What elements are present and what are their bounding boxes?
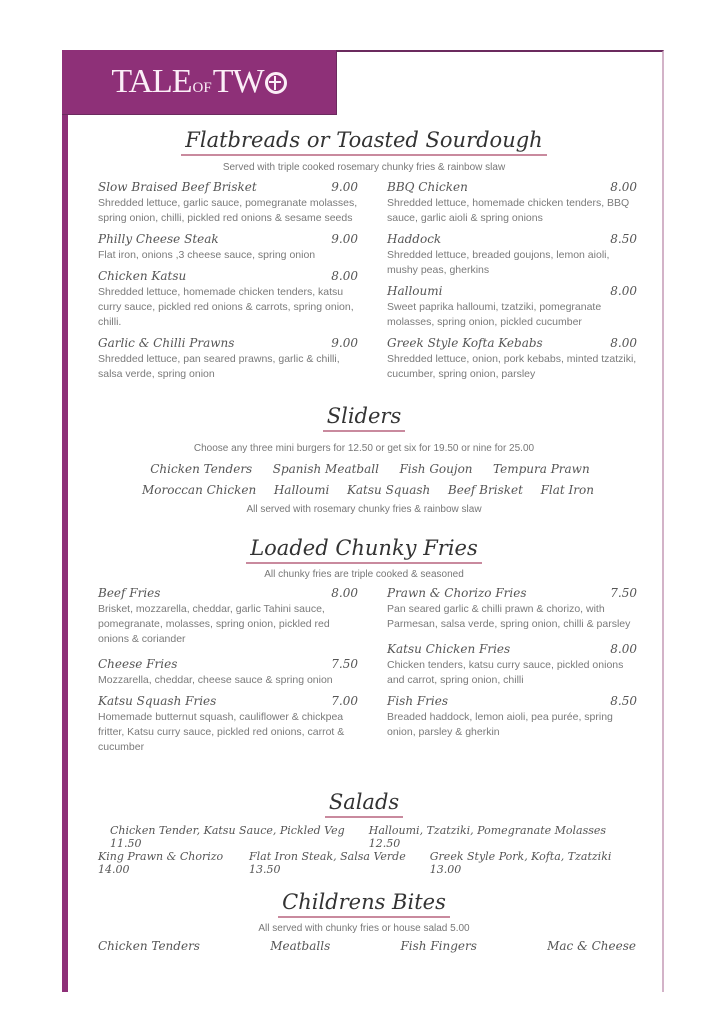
item-price: 9.00 [331, 336, 358, 350]
item-price: 8.50 [610, 232, 637, 246]
menu-item [98, 657, 358, 688]
item-name: Greek Style Kofta Kebabs [387, 336, 543, 350]
slider-option: Katsu Squash [346, 483, 431, 497]
logo-text-of: OF [192, 80, 212, 96]
item-description: Shredded lettuce, breaded goujons, lemon aioli, mushy peas, gherkins [387, 249, 610, 276]
slider-option: Tempura Prawn [493, 462, 590, 476]
item-price: 8.00 [610, 336, 637, 350]
item-description: Brisket, mozzarella, cheddar, garlic Tahini sauce, pomegranate, molasses, spring onion, pickled red onions & coriander [98, 603, 330, 645]
item-description: Shredded lettuce, homemade chicken tenders, BBQ sauce, garlic aioli & spring onions [387, 197, 630, 224]
section-subtitle: Choose any three mini burgers for 12.50 or get six for 19.50 or nine for 25.00 [193, 443, 535, 454]
item-name: Chicken Katsu [98, 269, 187, 283]
item-price: 9.00 [331, 180, 358, 194]
item-price: 8.00 [610, 284, 637, 298]
item-price: 9.00 [331, 232, 358, 246]
item-price: 8.00 [331, 269, 358, 283]
salad-option: Greek Style Pork, Kofta, Tzatziki 13.00 [429, 850, 612, 876]
menu-item [98, 180, 358, 226]
children-items-row [98, 939, 636, 953]
item-name: Garlic & Chilli Prawns [98, 336, 235, 350]
section-heading-salads [0, 790, 728, 818]
section-subtitle: Served with triple cooked rosemary chunky fries & rainbow slaw [222, 162, 506, 173]
menu-item [387, 232, 637, 278]
menu-item [387, 180, 637, 226]
item-description: Chicken tenders, katsu curry sauce, pickled onions and carrot, spring onion, chilli [387, 659, 624, 686]
item-name: BBQ Chicken [387, 180, 468, 194]
item-name: Philly Cheese Steak [98, 232, 219, 246]
item-name: Fish Fries [387, 694, 449, 708]
item-price: 8.00 [331, 586, 358, 600]
salad-option: King Prawn & Chorizo 14.00 [98, 850, 224, 876]
children-item: Mac & Cheese [547, 939, 636, 953]
salad-option: Flat Iron Steak, Salsa Verde 13.50 [249, 850, 406, 876]
menu-item [98, 586, 358, 647]
item-name: Haddock [387, 232, 442, 246]
sliders-row-1 [140, 462, 600, 476]
flatbreads-left-column [98, 180, 358, 388]
item-description: Homemade butternut squash, cauliflower & chickpea fritter, Katsu curry sauce, pickled red onions, carrot & cucumber [98, 711, 345, 753]
children-item: Meatballs [270, 939, 331, 953]
section-heading-children [0, 890, 728, 918]
cross-circle-icon [265, 72, 287, 94]
menu-item [387, 336, 637, 382]
menu-item [387, 586, 637, 632]
item-name: Katsu Squash Fries [98, 694, 217, 708]
slider-option: Halloumi [273, 483, 330, 497]
menu-item [98, 269, 358, 330]
menu-item [387, 642, 637, 688]
item-description: Pan seared garlic & chilli prawn & chorizo, with Parmesan, salsa verde, spring onion, chilli & parsley [387, 603, 631, 630]
fries-left-column [98, 586, 358, 761]
logo-text-two: TW [212, 63, 264, 100]
slider-option: Fish Goujon [399, 462, 473, 476]
item-description: Shredded lettuce, pan seared prawns, garlic & chilli, salsa verde, spring onion [98, 353, 340, 380]
section-footer-note: All served with rosemary chunky fries & rainbow slaw [246, 504, 482, 515]
section-title: Flatbreads or Toasted Sourdough [181, 128, 546, 156]
salad-option: Chicken Tender, Katsu Sauce, Pickled Veg 11.50 [110, 824, 345, 850]
section-title: Loaded Chunky Fries [246, 536, 482, 564]
section-heading-flatbreads [0, 128, 728, 156]
slider-option: Chicken Tenders [150, 462, 253, 476]
menu-item [98, 336, 358, 382]
section-subtitle: All chunky fries are triple cooked & seasoned [264, 569, 464, 580]
item-description: Flat iron, onions ,3 cheese sauce, spring onion [98, 249, 316, 261]
item-name: Slow Braised Beef Brisket [98, 180, 257, 194]
menu-item [387, 284, 637, 330]
item-description: Shredded lettuce, homemade chicken tenders, katsu curry sauce, pickled red onions & carrots, spring onion, chilli. [98, 286, 354, 328]
menu-item [98, 232, 358, 263]
children-item: Chicken Tenders [98, 939, 200, 953]
item-description: Shredded lettuce, onion, pork kebabs, minted tzatziki, cucumber, spring onion, parsley [387, 353, 637, 380]
children-item: Fish Fingers [400, 939, 477, 953]
section-title: Salads [325, 790, 403, 818]
salads-row-2 [98, 850, 634, 876]
item-price: 7.50 [331, 657, 358, 671]
item-name: Halloumi [387, 284, 443, 298]
salads-row-1 [110, 824, 630, 850]
slider-option: Flat Iron [540, 483, 594, 497]
flatbreads-right-column [387, 180, 637, 388]
item-price: 8.00 [610, 642, 637, 656]
logo-banner [62, 50, 337, 115]
item-name: Cheese Fries [98, 657, 178, 671]
logo-text-tale: TALE [111, 63, 192, 100]
item-price: 7.00 [331, 694, 358, 708]
item-description: Shredded lettuce, garlic sauce, pomegranate molasses, spring onion, chilli, pickled red onions & sesame seeds [98, 197, 358, 224]
section-subtitle: All served with chunky fries or house salad 5.00 [258, 923, 470, 934]
slider-option: Beef Brisket [447, 483, 523, 497]
menu-item [387, 694, 637, 740]
menu-item [98, 694, 358, 755]
brand-logo [111, 63, 286, 101]
item-name: Katsu Chicken Fries [387, 642, 511, 656]
item-description: Sweet paprika halloumi, tzatziki, pomegranate molasses, spring onion, pickled cucumber [387, 301, 602, 328]
item-name: Prawn & Chorizo Fries [387, 586, 527, 600]
salad-option: Halloumi, Tzatziki, Pomegranate Molasses 12.50 [368, 824, 607, 850]
slider-option: Spanish Meatball [272, 462, 379, 476]
item-price: 7.50 [610, 586, 637, 600]
item-price: 8.00 [610, 180, 637, 194]
item-price: 8.50 [610, 694, 637, 708]
sliders-row-2 [142, 483, 594, 497]
item-name: Beef Fries [98, 586, 161, 600]
section-title: Childrens Bites [278, 890, 450, 918]
section-heading-sliders [0, 404, 728, 432]
item-description: Mozzarella, cheddar, cheese sauce & spring onion [98, 674, 333, 686]
fries-right-column [387, 586, 637, 746]
slider-option: Moroccan Chicken [142, 483, 257, 497]
section-title: Sliders [323, 404, 406, 432]
section-heading-fries [0, 536, 728, 564]
item-description: Breaded haddock, lemon aioli, pea purée, spring onion, parsley & gherkin [387, 711, 613, 738]
